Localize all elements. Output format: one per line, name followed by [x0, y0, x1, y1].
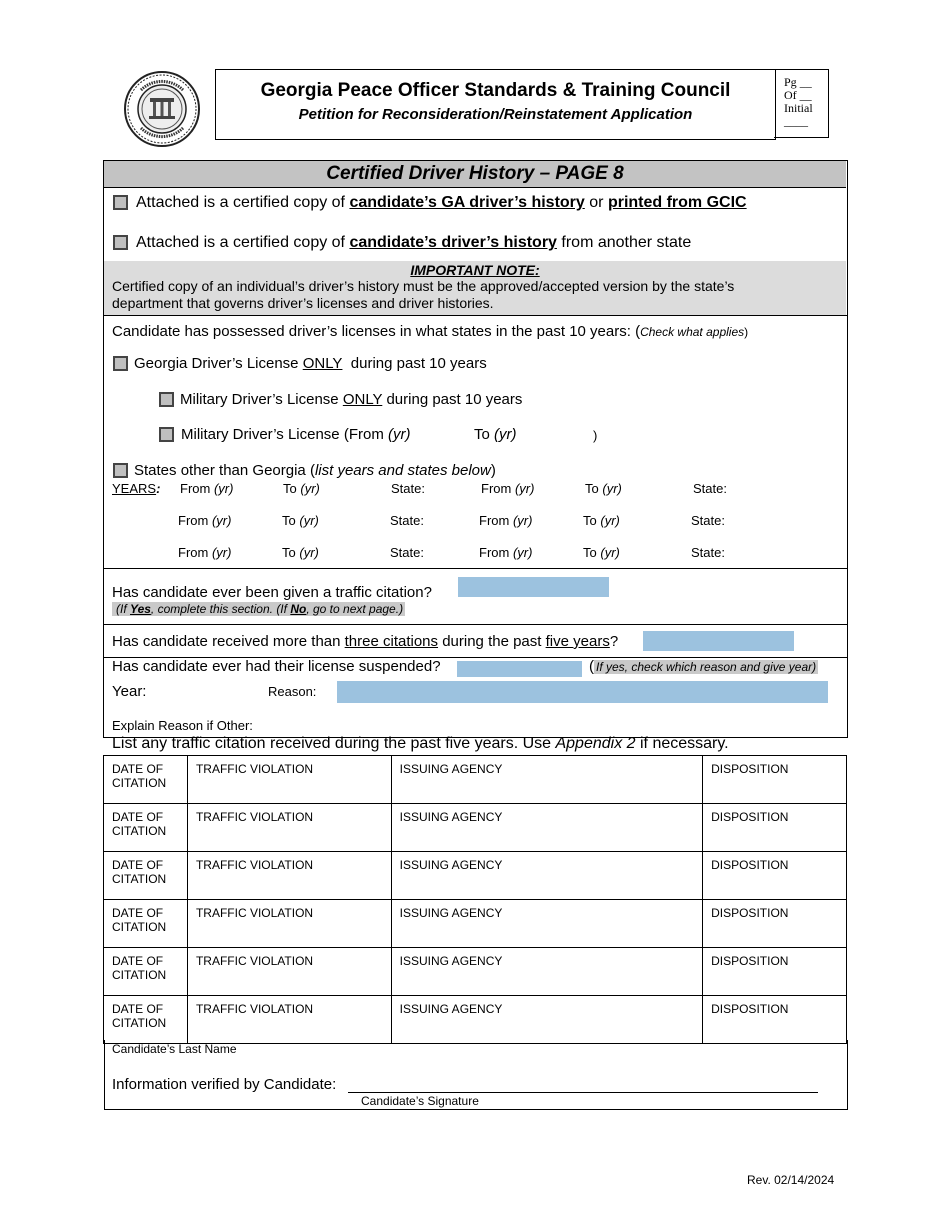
- issuing-agency-cell[interactable]: [391, 804, 702, 852]
- to-field[interactable]: To (yr): [283, 481, 320, 496]
- initial-label: Initial: [784, 101, 813, 115]
- date-of-citation-cell-label: CITATION: [112, 872, 167, 886]
- other-states-label: States other than Georgia (list years and states below): [134, 462, 496, 479]
- ga-license-only-checkbox[interactable]: [113, 356, 128, 371]
- form-header: [215, 69, 776, 140]
- section-title: Certified Driver History – PAGE 8: [104, 161, 846, 188]
- traffic-violation-cell-label: TRAFFIC VIOLATION: [195, 762, 314, 776]
- disposition-cell[interactable]: [703, 900, 847, 948]
- date-of-citation-cell-label: DATE OF: [112, 762, 164, 776]
- disposition-cell-label: DISPOSITION: [711, 1002, 789, 1016]
- traffic-violation-cell-label: TRAFFIC VIOLATION: [195, 858, 314, 872]
- traffic-violation-cell[interactable]: [187, 900, 391, 948]
- verified-label: Information verified by Candidate:: [112, 1076, 337, 1093]
- military-license-to-label: To (yr): [474, 426, 517, 443]
- state-field[interactable]: State:: [390, 545, 424, 560]
- date-of-citation-cell[interactable]: [104, 804, 188, 852]
- issuing-agency-cell-label: ISSUING AGENCY: [399, 762, 503, 776]
- citation-question: Has candidate ever been given a traffic citation?: [112, 584, 432, 601]
- citation-row: [104, 900, 847, 948]
- important-note: IMPORTANT NOTE: Certified copy of an individual’s driver’s history must be the approved/accepted version by the state’s department that governs driver’s licenses and driver histories.: [104, 261, 846, 315]
- signature-section: [104, 1040, 848, 1110]
- from-field[interactable]: From (yr): [481, 481, 535, 496]
- to-field[interactable]: To (yr): [282, 545, 319, 560]
- issuing-agency-cell[interactable]: [391, 756, 702, 804]
- citation-row: [104, 948, 847, 996]
- issuing-agency-cell-label: ISSUING AGENCY: [399, 810, 503, 824]
- issuing-agency-cell[interactable]: [391, 852, 702, 900]
- other-states-checkbox[interactable]: [113, 463, 128, 478]
- military-license-only-label: Military Driver’s License ONLY during past 10 years: [180, 391, 523, 408]
- from-field[interactable]: From (yr): [178, 513, 232, 528]
- licenses-question: Candidate has possessed driver’s licenses in what states in the past 10 years: (Check what applies): [112, 323, 749, 340]
- disposition-cell[interactable]: [703, 756, 847, 804]
- disposition-cell-label: DISPOSITION: [711, 858, 789, 872]
- traffic-violation-cell-label: TRAFFIC VIOLATION: [195, 906, 314, 920]
- date-of-citation-cell-label: CITATION: [112, 824, 167, 838]
- date-of-citation-cell[interactable]: [104, 996, 188, 1044]
- suspension-question: Has candidate ever had their license suspended?: [112, 658, 441, 675]
- date-of-citation-cell-label: DATE OF: [112, 858, 164, 872]
- suspension-reason-field[interactable]: [337, 681, 828, 703]
- suspension-year-label: Year:: [112, 683, 147, 700]
- suspension-reason-label: Reason:: [268, 684, 317, 699]
- suspension-paren: (: [589, 658, 594, 675]
- explain-reason-label: Explain Reason if Other:: [112, 718, 253, 733]
- issuing-agency-cell-label: ISSUING AGENCY: [399, 1002, 503, 1016]
- from-field[interactable]: From (yr): [479, 545, 533, 560]
- issuing-agency-cell-label: ISSUING AGENCY: [399, 858, 503, 872]
- issuing-agency-cell-label: ISSUING AGENCY: [399, 906, 503, 920]
- date-of-citation-cell-label: DATE OF: [112, 906, 164, 920]
- ga-license-only-label: Georgia Driver’s License ONLY during past 10 years: [134, 355, 487, 372]
- date-of-citation-cell[interactable]: [104, 756, 188, 804]
- disposition-cell[interactable]: [703, 852, 847, 900]
- state-field[interactable]: State:: [693, 481, 727, 496]
- attach-other-state-history: Attached is a certified copy of candidate’s driver’s history from another state: [136, 234, 692, 251]
- of-label: Of: [784, 88, 797, 102]
- from-field[interactable]: From (yr): [479, 513, 533, 528]
- pg-label: Pg: [784, 75, 797, 89]
- state-field[interactable]: State:: [691, 513, 725, 528]
- state-field[interactable]: State:: [691, 545, 725, 560]
- citation-row: [104, 756, 847, 804]
- to-field[interactable]: To (yr): [583, 513, 620, 528]
- citation-row: [104, 852, 847, 900]
- citation-table: [103, 755, 847, 1044]
- ga-history-checkbox[interactable]: [113, 195, 128, 210]
- other-state-history-checkbox[interactable]: [113, 235, 128, 250]
- years-label: YEARS:: [112, 481, 161, 496]
- citation-answer-field[interactable]: [458, 577, 609, 597]
- attach-ga-history: Attached is a certified copy of candidate’s GA driver’s history or printed from GCIC: [136, 194, 747, 211]
- from-field[interactable]: From (yr): [178, 545, 232, 560]
- issuing-agency-cell-label: ISSUING AGENCY: [399, 954, 503, 968]
- traffic-violation-cell-label: TRAFFIC VIOLATION: [195, 810, 314, 824]
- date-of-citation-cell-label: CITATION: [112, 920, 167, 934]
- revision-date: Rev. 02/14/2024: [747, 1173, 835, 1187]
- issuing-agency-cell[interactable]: [391, 900, 702, 948]
- military-license-close: ): [593, 428, 598, 443]
- to-field[interactable]: To (yr): [282, 513, 319, 528]
- citation-row: [104, 804, 847, 852]
- date-of-citation-cell-label: CITATION: [112, 968, 167, 982]
- disposition-cell-label: DISPOSITION: [711, 762, 789, 776]
- citation-instructions: (If Yes, complete this section. (If No, go to next page.): [112, 602, 405, 616]
- disposition-cell-label: DISPOSITION: [711, 810, 789, 824]
- date-of-citation-cell[interactable]: [104, 948, 188, 996]
- traffic-violation-cell-label: TRAFFIC VIOLATION: [195, 954, 314, 968]
- suspension-hint: If yes, check which reason and give year): [596, 660, 817, 674]
- date-of-citation-cell-label: DATE OF: [112, 954, 164, 968]
- citation-row: [104, 996, 847, 1044]
- state-field[interactable]: State:: [390, 513, 424, 528]
- three-citations-question: Has candidate received more than three citations during the past five years?: [112, 633, 619, 650]
- agency-title: Georgia Peace Officer Standards & Training Council: [260, 80, 731, 101]
- issuing-agency-cell[interactable]: [391, 996, 702, 1044]
- to-field[interactable]: To (yr): [583, 545, 620, 560]
- disposition-cell[interactable]: [703, 804, 847, 852]
- traffic-violation-cell-label: TRAFFIC VIOLATION: [195, 1002, 314, 1016]
- issuing-agency-cell[interactable]: [391, 948, 702, 996]
- disposition-cell-label: DISPOSITION: [711, 954, 789, 968]
- date-of-citation-cell-label: DATE OF: [112, 810, 164, 824]
- page-number-box: Pg __ Of __ Initial ____: [774, 69, 829, 138]
- last-name-label[interactable]: Candidate’s Last Name: [112, 1042, 237, 1056]
- traffic-violation-cell[interactable]: [187, 996, 391, 1044]
- military-license-range-label: Military Driver’s License (From (yr): [181, 426, 411, 443]
- from-field[interactable]: From (yr): [180, 481, 234, 496]
- military-license-only-checkbox[interactable]: [159, 392, 174, 407]
- signature-caption: Candidate’s Signature: [361, 1094, 479, 1108]
- citation-table-body: [104, 756, 847, 1044]
- date-of-citation-cell[interactable]: [104, 852, 188, 900]
- disposition-cell[interactable]: [703, 948, 847, 996]
- to-field[interactable]: To (yr): [585, 481, 622, 496]
- suspension-answer-field[interactable]: [457, 661, 582, 677]
- signature-line[interactable]: [348, 1092, 818, 1093]
- traffic-violation-cell[interactable]: [187, 852, 391, 900]
- disposition-cell[interactable]: [703, 996, 847, 1044]
- date-of-citation-cell-label: CITATION: [112, 776, 167, 790]
- state-field[interactable]: State:: [391, 481, 425, 496]
- form-subtitle: Petition for Reconsideration/Reinstatement Application: [298, 106, 693, 123]
- three-citations-answer-field[interactable]: [643, 631, 794, 651]
- georgia-post-seal-icon: [123, 70, 201, 148]
- traffic-violation-cell[interactable]: [187, 804, 391, 852]
- military-license-range-checkbox[interactable]: [159, 427, 174, 442]
- date-of-citation-cell[interactable]: [104, 900, 188, 948]
- citation-list-intro: List any traffic citation received during the past five years. Use Appendix 2 if necessary.: [112, 735, 729, 752]
- date-of-citation-cell-label: CITATION: [112, 1016, 167, 1030]
- traffic-violation-cell[interactable]: [187, 948, 391, 996]
- date-of-citation-cell-label: DATE OF: [112, 1002, 164, 1016]
- traffic-violation-cell[interactable]: [187, 756, 391, 804]
- disposition-cell-label: DISPOSITION: [711, 906, 789, 920]
